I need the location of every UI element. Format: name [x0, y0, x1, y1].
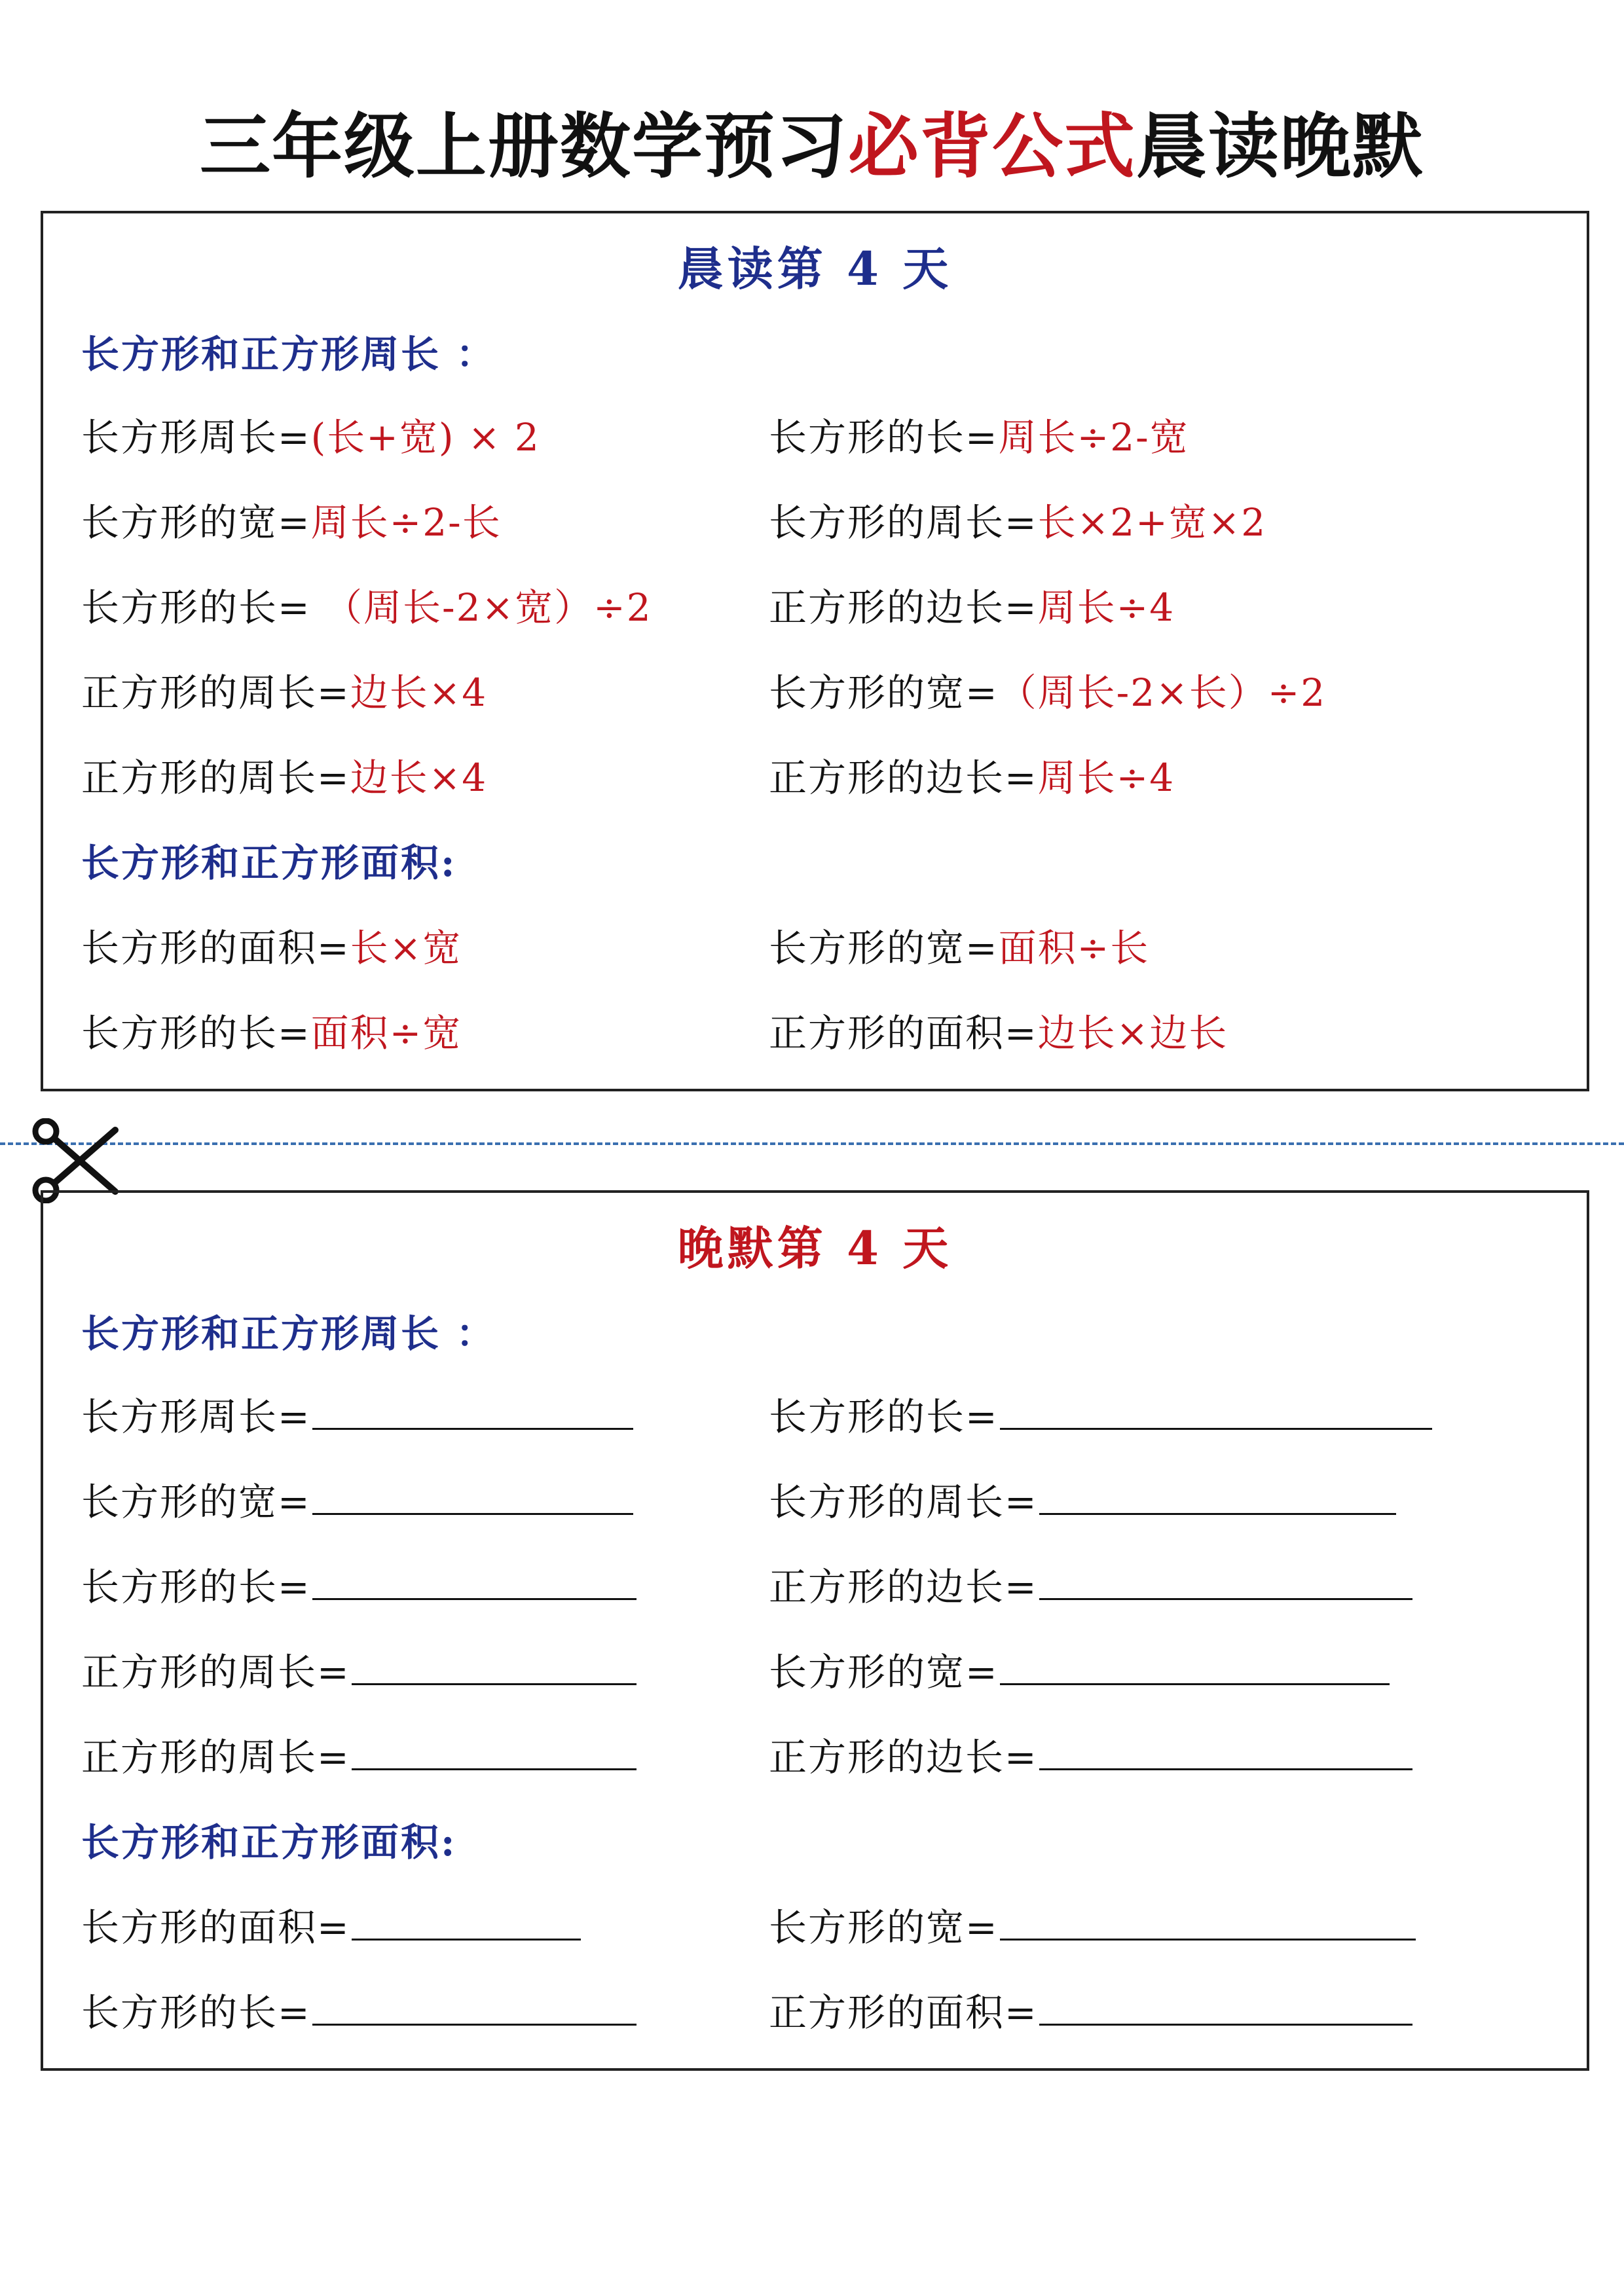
formula-row [81, 663, 1555, 722]
formula-label: 长方形的长= [81, 585, 325, 630]
title-highlight: 必背公式 [847, 106, 1136, 188]
formula-label: 长方形的长= [769, 415, 999, 460]
blank-row [81, 1898, 1555, 1957]
area-section-title: 长方形和正方形面积: [81, 1820, 457, 1865]
formula-label: 正方形的面积= [769, 1011, 1038, 1055]
formula-value: 边长×4 [350, 756, 488, 800]
formula-item [769, 663, 1326, 722]
formula-item [81, 1004, 462, 1063]
formula-label: 正方形的边长= [769, 585, 1038, 630]
cut-line [0, 1142, 1624, 1149]
blank-label: 正方形的周长= [81, 1735, 350, 1779]
formula-label: 正方形的周长= [81, 756, 350, 800]
answer-blank[interactable] [312, 1475, 633, 1515]
formula-value: 长×宽 [350, 926, 462, 970]
formula-item [81, 919, 462, 977]
blank-row [81, 1387, 1555, 1446]
blank-item [81, 1898, 581, 1957]
blank-label: 长方形的长= [769, 1394, 999, 1439]
blank-label: 长方形的宽= [81, 1480, 311, 1524]
answer-blank[interactable] [312, 1986, 637, 2026]
answer-blank[interactable] [312, 1560, 637, 1600]
answer-blank[interactable] [1039, 1730, 1412, 1770]
evening-recitation-box [41, 1190, 1589, 2071]
blank-label: 长方形的宽= [769, 1905, 999, 1950]
title-part1: 三年级上册数学预习 [199, 106, 848, 188]
formula-item [81, 493, 502, 552]
formula-item [81, 748, 487, 807]
answer-blank[interactable] [1000, 1901, 1416, 1941]
blank-item [769, 1558, 1412, 1616]
formula-value: 周长÷4 [1037, 756, 1175, 800]
blank-item [81, 1643, 637, 1702]
formula-value: 边长×4 [350, 670, 488, 715]
formula-label: 长方形的面积= [81, 926, 350, 970]
formula-row [81, 748, 1555, 807]
formula-value: 面积÷宽 [310, 1011, 462, 1055]
blank-item [769, 1728, 1412, 1787]
formula-value: 边长×边长 [1037, 1011, 1228, 1055]
blank-row [81, 1472, 1555, 1531]
blank-item [769, 1472, 1396, 1531]
blank-label: 长方形的长= [81, 1990, 311, 2035]
area-section-title: 长方形和正方形面积: [81, 841, 457, 885]
blank-label: 长方形周长= [81, 1394, 311, 1439]
answer-blank[interactable] [1039, 1475, 1396, 1515]
answer-blank[interactable] [312, 1390, 633, 1430]
formula-value: （周长-2×长）÷2 [998, 670, 1327, 715]
blank-label: 正方形的面积= [769, 1990, 1038, 2035]
morning-heading: 晨读第 4 天 [677, 242, 953, 296]
formula-item [769, 493, 1266, 552]
formula-item [769, 748, 1175, 807]
formula-item [81, 578, 652, 637]
blank-item [81, 1472, 633, 1531]
formula-row [81, 408, 1555, 467]
blank-label: 正方形的边长= [769, 1735, 1038, 1779]
blank-item [769, 1983, 1412, 2042]
blank-row [81, 1728, 1555, 1787]
formula-label: 长方形的宽= [81, 500, 311, 545]
evening-heading: 晚默第 4 天 [677, 1221, 953, 1275]
blank-row [81, 1983, 1555, 2042]
answer-blank[interactable] [1039, 1986, 1412, 2026]
formula-item [769, 578, 1175, 637]
formula-item [769, 408, 1189, 467]
blank-label: 正方形的边长= [769, 1565, 1038, 1609]
blank-label: 长方形的宽= [769, 1650, 999, 1694]
title-part2: 晨读晚默 [1136, 106, 1425, 188]
blank-label: 正方形的周长= [81, 1650, 350, 1694]
formula-row [81, 919, 1555, 977]
answer-blank[interactable] [352, 1645, 637, 1685]
formula-label: 正方形的周长= [81, 670, 350, 715]
formula-value: 长×2+宽×2 [1037, 500, 1267, 545]
formula-row [81, 493, 1555, 552]
formula-label: 正方形的边长= [769, 756, 1038, 800]
blank-label: 长方形的长= [81, 1565, 311, 1609]
blank-row [81, 1643, 1555, 1702]
blank-item [81, 1558, 637, 1616]
formula-item [81, 408, 540, 467]
blank-row [81, 1558, 1555, 1616]
formula-label: 长方形周长= [81, 415, 311, 460]
formula-value: (长+宽) × 2 [310, 415, 540, 460]
answer-blank[interactable] [1000, 1390, 1432, 1430]
formula-label: 长方形的长= [81, 1011, 311, 1055]
answer-blank[interactable] [1000, 1645, 1390, 1685]
formula-label: 长方形的周长= [769, 500, 1038, 545]
blank-label: 长方形的周长= [769, 1480, 1038, 1524]
formula-item [769, 1004, 1228, 1063]
formula-label: 长方形的宽= [769, 926, 999, 970]
formula-row [81, 1004, 1555, 1063]
blank-item [81, 1387, 633, 1446]
blank-item [769, 1898, 1416, 1957]
formula-label: 长方形的宽= [769, 670, 999, 715]
perimeter-section-title: 长方形和正方形周长 ： [81, 332, 496, 376]
formula-item [81, 663, 487, 722]
formula-value: （周长-2×宽）÷2 [324, 585, 652, 630]
blank-item [81, 1728, 637, 1787]
answer-blank[interactable] [352, 1901, 581, 1941]
blank-label: 长方形的面积= [81, 1905, 350, 1950]
formula-value: 周长÷2-宽 [998, 415, 1189, 460]
formula-row [81, 578, 1555, 637]
morning-reading-box [41, 211, 1589, 1091]
answer-blank[interactable] [352, 1730, 637, 1770]
blank-item [769, 1387, 1432, 1446]
perimeter-section-title: 长方形和正方形周长 ： [81, 1311, 496, 1356]
formula-value: 面积÷长 [998, 926, 1150, 970]
formula-value: 周长÷2-长 [310, 500, 502, 545]
formula-value: 周长÷4 [1037, 585, 1175, 630]
blank-item [81, 1983, 637, 2042]
answer-blank[interactable] [1039, 1560, 1412, 1600]
page-title [0, 105, 1624, 190]
blank-item [769, 1643, 1390, 1702]
formula-item [769, 919, 1149, 977]
